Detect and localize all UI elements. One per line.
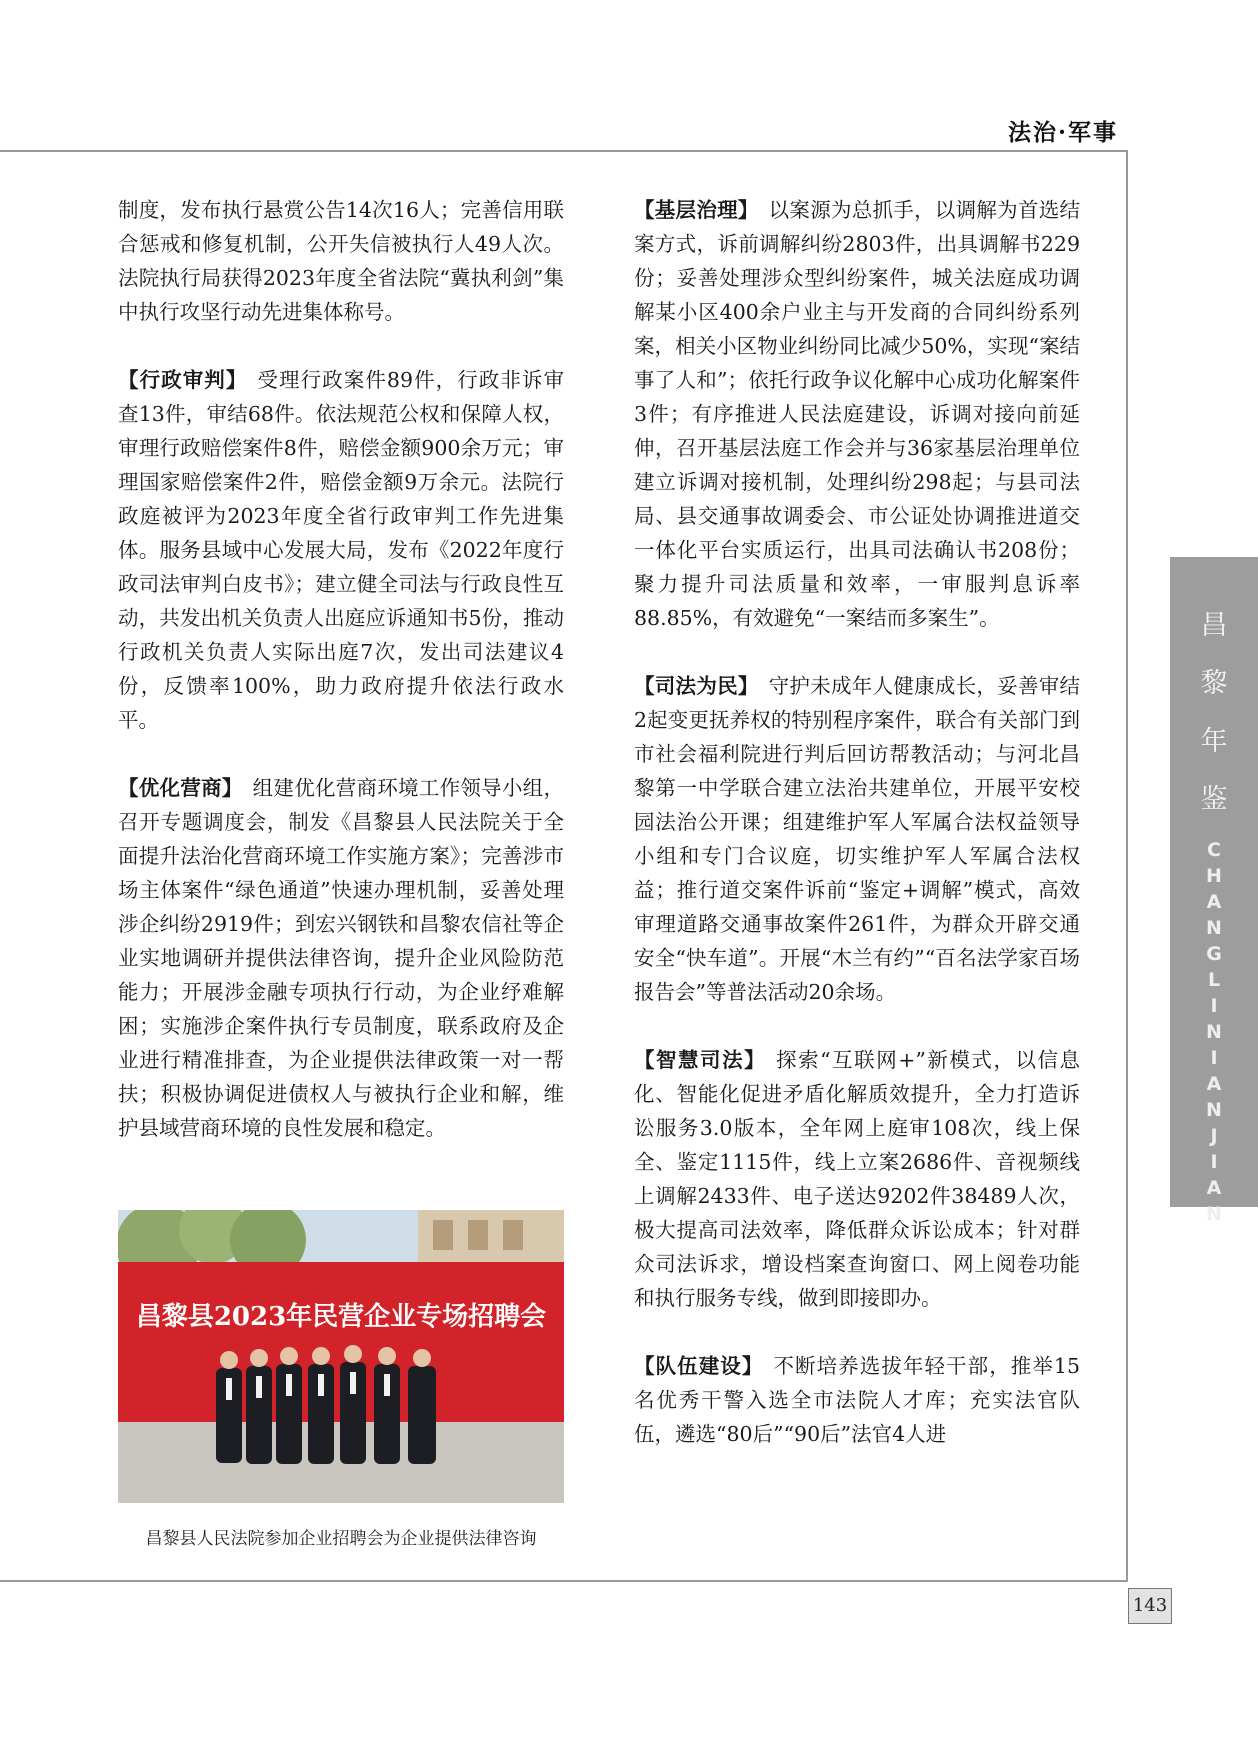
paragraph-team-building	[634, 1349, 1080, 1451]
paragraph-justice-for-people	[634, 669, 1080, 1009]
paragraph-text: 受理行政案件89件，行政非诉审查13件，审结68件。依法规范公权和保障人权，审理行政赔偿案件8件，赔偿金额900余万元；审理国家赔偿案件2件，赔偿金额9万余元。法院行政庭被评为2023年度全省行政审判工作先进集体。服务县域中心发展大局，发布《2022年度行政司法审判白皮书》；建立健全司法与行政良性互动，共发出机关负责人出庭应诉通知书5份，推动行政机关负责人实际出庭7次，发出司法建议4份，反馈率100%，助力政府提升依法行政水平。	[118, 368, 564, 732]
paragraph-text: 组建优化营商环境工作领导小组，召开专题调度会，制发《昌黎县人民法院关于全面提升法治化营商环境工作实施方案》；完善涉市场主体案件“绿色通道”快速办理机制，妥善处理涉企纠纷2919件；到宏兴钢铁和昌黎农信社等企业实地调研并提供法律咨询，提升企业风险防范能力；开展涉金融专项执行行动，为企业纾难解困；实施涉企案件执行专员制度，联系政府及企业进行精准排查，为企业提供法律政策一对一帮扶；积极协调促进债权人与被执行企业和解，维护县域营商环境的良性发展和稳定。	[118, 776, 565, 1140]
paragraph-administrative-trial	[118, 363, 564, 737]
paragraph-text: 守护未成年人健康成长，妥善审结2起变更抚养权的特别程序案件，联合有关部门到市社会福利院进行判后回访帮教活动；与河北昌黎第一中学联合建立法治共建单位，开展平安校园法治公开课；组建维护军人军属合法权益领导小组和专门合议庭，切实维护军人军属合法权益；推行道交案件诉前“鉴定+调解”模式，高效审理道路交通事故案件261件，为群众开辟交通安全“快车道”。开展“木兰有约”“百名法学家百场报告会”等普法活动20余场。	[634, 674, 1081, 1004]
paragraph-grassroots-governance	[634, 193, 1080, 635]
paragraph-text: 不断培养选拔年轻干部，推举15名优秀干警入选全市法院人才库；充实法官队伍，遴选“80后”“90后”法官4人进	[634, 1354, 1080, 1446]
paragraph-continued	[118, 193, 564, 329]
paragraph-text: 制度，发布执行悬赏公告14次16人；完善信用联合惩戒和修复机制，公开失信被执行人49人次。法院执行局获得2023年度全省法院“冀执利剑”集中执行攻坚行动先进集体称号。	[118, 198, 564, 324]
paragraph-business-environment	[118, 771, 564, 1145]
page-number: 143	[1128, 1588, 1172, 1624]
paragraph-heading: 【行政审判】	[118, 368, 248, 392]
paragraph-heading: 【智慧司法】	[634, 1048, 767, 1072]
paragraph-smart-justice	[634, 1043, 1080, 1315]
paragraph-heading: 【司法为民】	[634, 674, 759, 698]
section-label: 法治·军事	[1008, 119, 1119, 146]
photo-caption: 昌黎县人民法院参加企业招聘会为企业提供法律咨询	[145, 1529, 537, 1549]
left-column	[118, 193, 564, 1179]
paragraph-text: 探索“互联网+”新模式，以信息化、智能化促进矛盾化解质效提升，全力打造诉讼服务3.0版本，全年网上庭审108次，线上保全、鉴定1115件，线上立案2686件、音视频线上调解2433件、电子送达9202件38489人次，极大提高司法效率，降低群众诉讼成本；针对群众司法诉求，增设档案查询窗口、网上阅卷功能和执行服务专线，做到即接即办。	[634, 1048, 1081, 1310]
paragraph-heading: 【基层治理】	[634, 198, 759, 222]
top-rule	[0, 150, 1128, 152]
yearbook-title-cn: 昌 黎 年 鉴	[1200, 610, 1228, 815]
banner-title: 昌黎县2023年民营企业专场招聘会	[135, 1302, 547, 1332]
paragraph-heading: 【优化营商】	[118, 776, 243, 800]
yearbook-side-tab	[1170, 557, 1258, 1225]
right-rule	[1126, 150, 1128, 1580]
right-column	[634, 193, 1080, 1485]
event-photo	[118, 1210, 564, 1503]
bottom-rule	[0, 1580, 1128, 1582]
yearbook-title-en: C H A N G L I N I A N J I A N	[1206, 839, 1222, 1225]
paragraph-heading: 【队伍建设】	[634, 1354, 764, 1378]
paragraph-text: 以案源为总抓手，以调解为首选结案方式，诉前调解纠纷2803件，出具调解书229份；妥善处理涉众型纠纷案件，城关法庭成功调解某小区400余户业主与开发商的合同纠纷系列案，相关小区物业纠纷同比减少50%，实现“案结事了人和”；依托行政争议化解中心成功化解案件3件；有序推进人民法庭建设，诉调对接向前延伸，召开基层法庭工作会并与36家基层治理单位建立诉调对接机制，处理纠纷298起；与县司法局、县交通事故调委会、市公证处协调推进道交一体化平台实质运行，出具司法确认书208份；聚力提升司法质量和效率，一审服判息诉率88.85%，有效避免“一案结而多案生”。	[634, 198, 1081, 630]
